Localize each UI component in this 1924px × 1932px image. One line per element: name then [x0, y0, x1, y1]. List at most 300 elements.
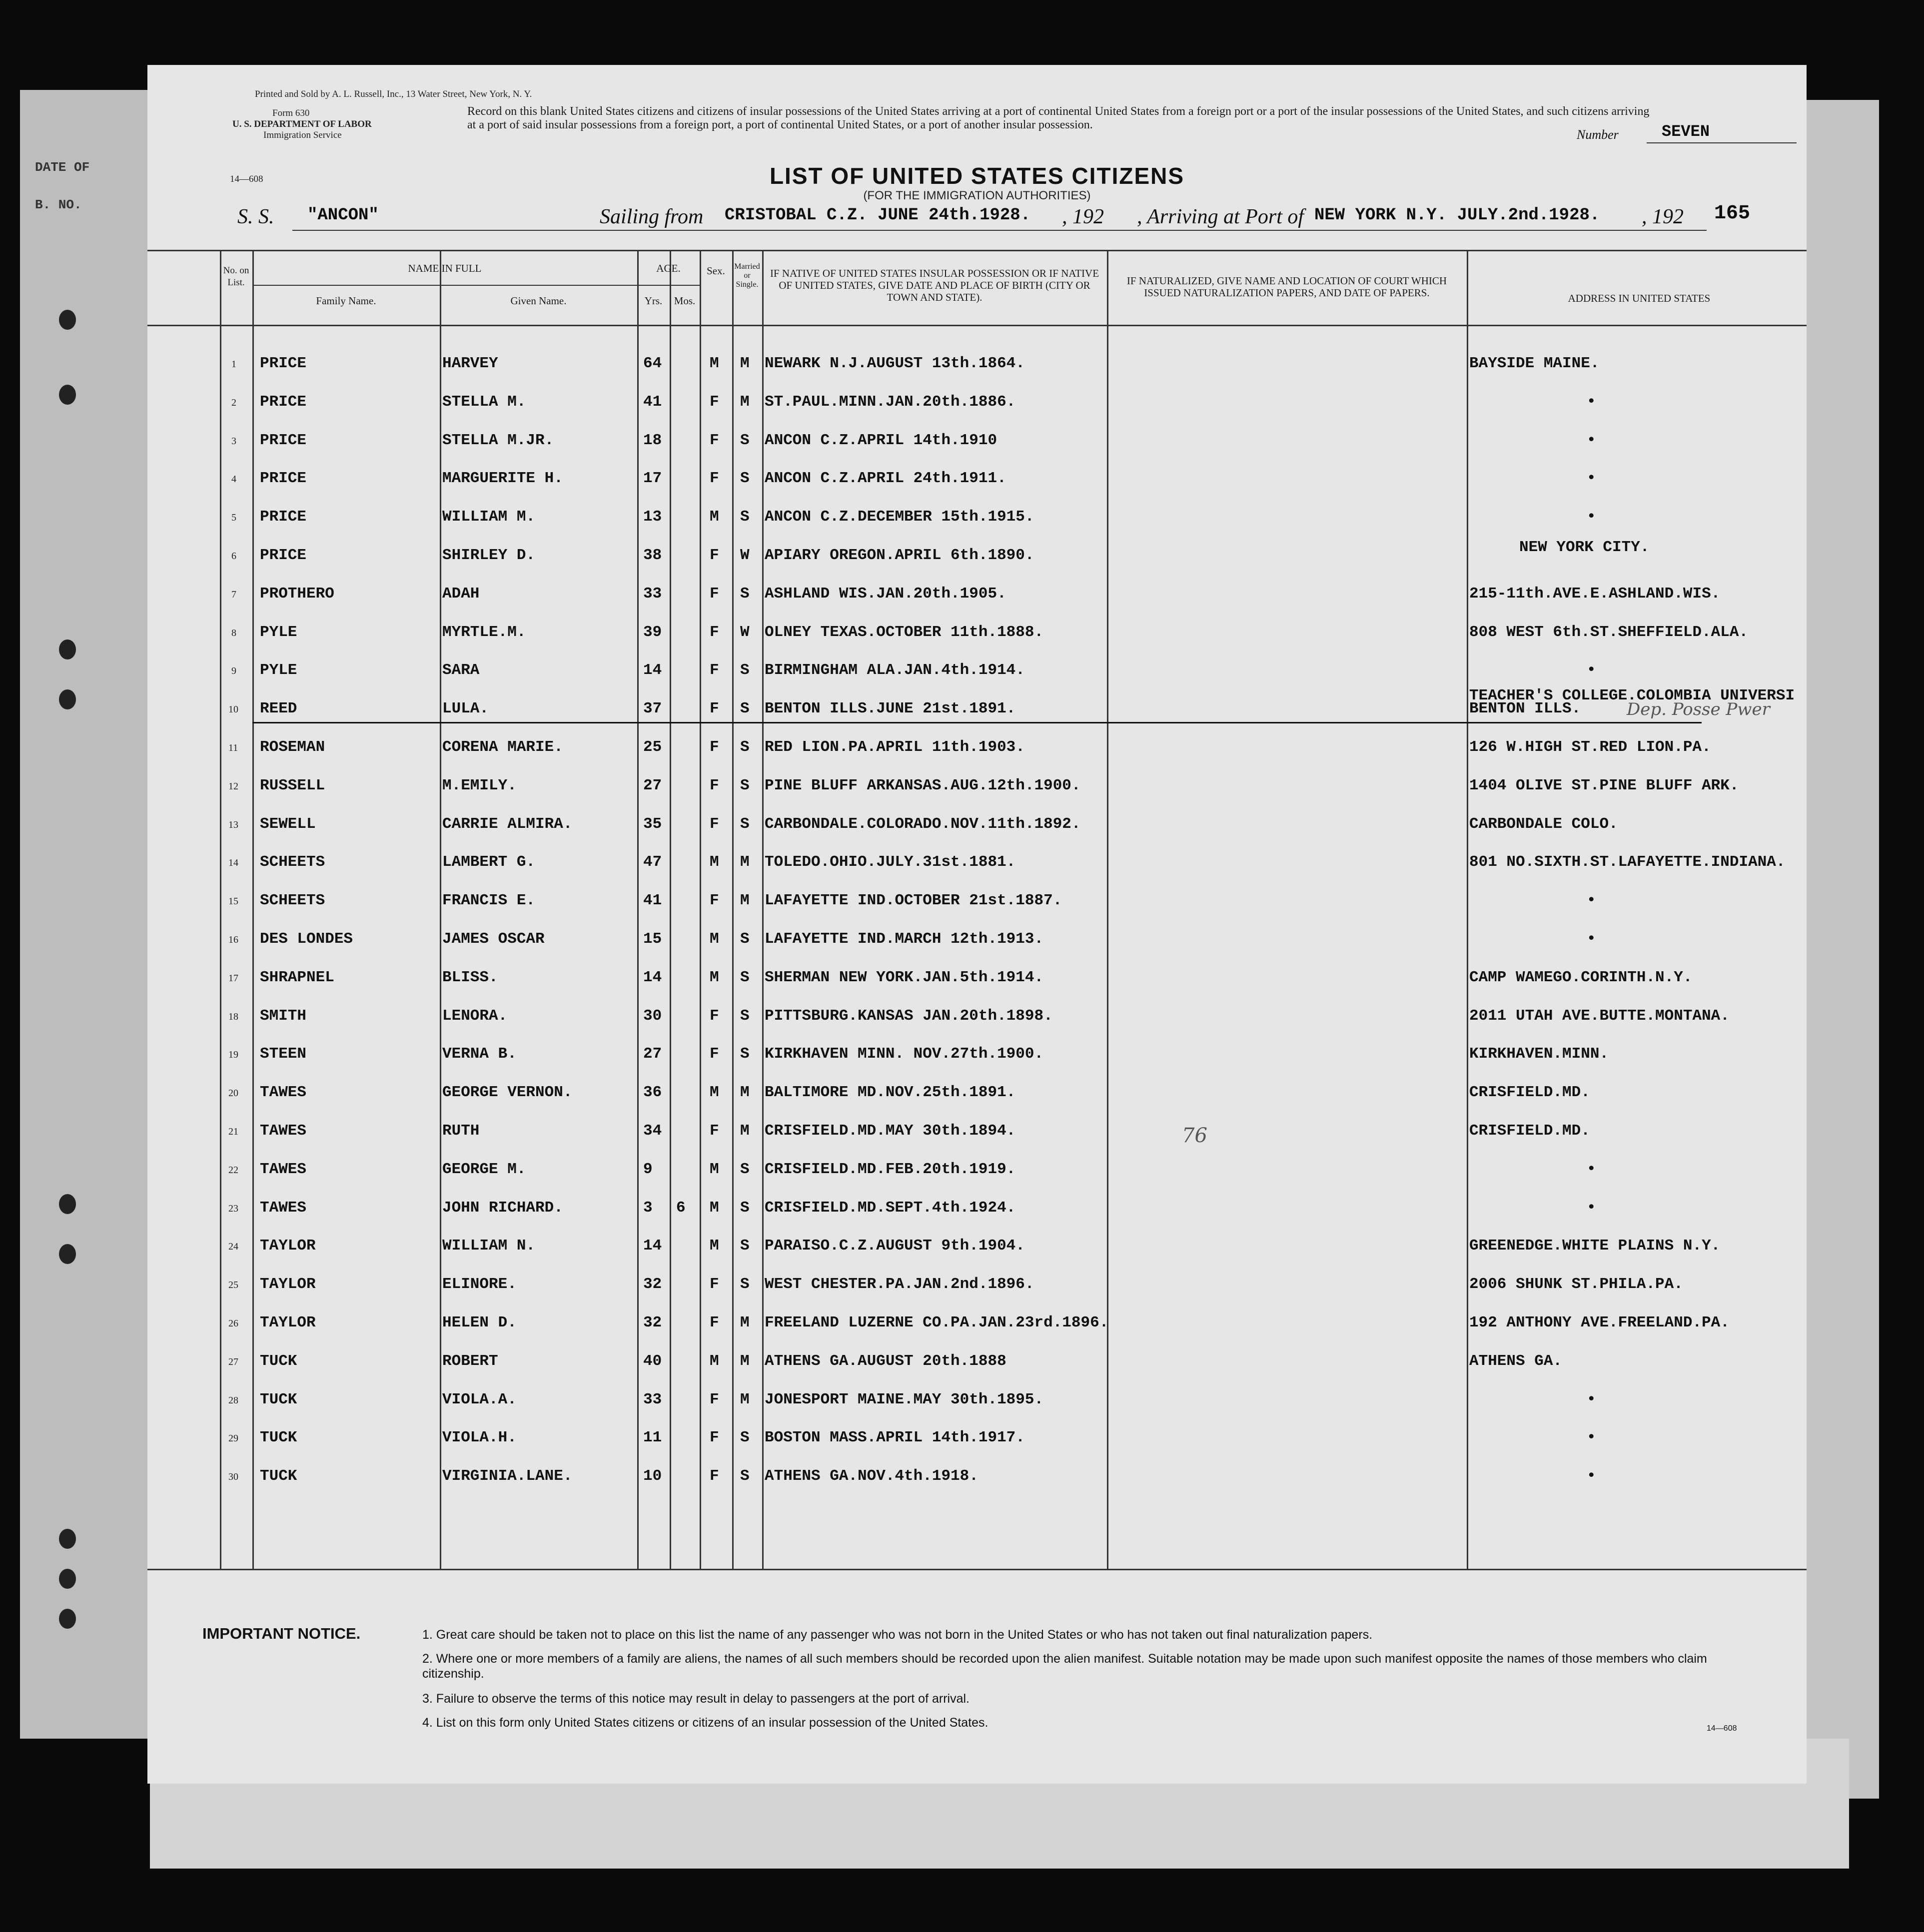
- table-row: [147, 503, 1807, 533]
- name-subheader-line: [252, 285, 637, 286]
- manifest-sheet: [147, 65, 1807, 1784]
- table-row: [147, 772, 1807, 802]
- notice-item-1: 1. Great care should be taken not to place on this list the name of any passenger who was not born in the United States or who has not taken out final naturalization papers.: [422, 1628, 1373, 1642]
- address: BENTON ILLS.: [1469, 700, 1581, 718]
- line-number: 23: [228, 1203, 238, 1214]
- line-number: 11: [228, 742, 238, 753]
- age-years: 35: [643, 815, 662, 833]
- family-name: REED: [260, 700, 297, 718]
- address: KIRKHAVEN.MINN.: [1469, 1045, 1609, 1063]
- table-row: [147, 656, 1807, 686]
- given-name: MARGUERITE H.: [442, 470, 563, 488]
- side-tag-number: B. NO.: [35, 197, 82, 212]
- age-years: 64: [643, 355, 662, 372]
- family-name: PRICE: [260, 355, 307, 372]
- birth-place-date: FREELAND LUZERNE CO.PA.JAN.23rd.1896.: [765, 1314, 1109, 1331]
- ship-name: "ANCON": [307, 206, 379, 225]
- marital-status: S: [740, 776, 750, 794]
- address: CAMP WAMEGO.CORINTH.N.Y.: [1469, 968, 1693, 986]
- form-number: Form 630: [272, 108, 310, 118]
- birth-place-date: CRISFIELD.MD.SEPT.4th.1924.: [765, 1199, 1016, 1217]
- marital-status: S: [740, 661, 750, 679]
- ss-label: S. S.: [237, 205, 274, 228]
- line-number: 29: [228, 1433, 238, 1444]
- birth-place-date: LAFAYETTE IND.MARCH 12th.1913.: [765, 930, 1044, 948]
- age-years: 10: [643, 1467, 662, 1485]
- birth-place-date: ATHENS GA.NOV.4th.1918.: [765, 1467, 978, 1485]
- given-name: VIOLA.H.: [442, 1429, 517, 1447]
- line-number: 10: [228, 704, 238, 715]
- marital-status: S: [740, 1160, 750, 1178]
- binder-hole: [59, 310, 76, 330]
- table-row: [147, 427, 1807, 457]
- side-tag-date: DATE OF: [35, 160, 90, 175]
- address: •: [1587, 1390, 1596, 1408]
- col-birth: IF NATIVE OF UNITED STATES INSULAR POSSESSION OR IF NATIVE OF UNITED STATES, GIVE DATE AND PLACE OF BIRTH (CITY OR TOWN AND STATE).: [770, 267, 1099, 303]
- table-row: [147, 619, 1807, 648]
- line-number: 2: [231, 397, 236, 408]
- table-row: [147, 925, 1807, 955]
- marital-status: W: [740, 623, 750, 641]
- sex: F: [710, 776, 719, 794]
- birth-place-date: LAFAYETTE IND.OCTOBER 21st.1887.: [765, 892, 1062, 910]
- birth-place-date: APIARY OREGON.APRIL 6th.1890.: [765, 547, 1034, 564]
- family-name: ROSEMAN: [260, 738, 325, 756]
- marital-status: S: [740, 1007, 750, 1025]
- family-name: PROTHERO: [260, 585, 334, 603]
- address: •: [1587, 431, 1596, 449]
- given-name: ELINORE.: [442, 1276, 517, 1293]
- marital-status: M: [740, 1122, 750, 1140]
- sex: M: [710, 968, 719, 986]
- line-number: 16: [228, 934, 238, 945]
- marital-status: S: [740, 738, 750, 756]
- family-name: TUCK: [260, 1352, 297, 1370]
- family-name: PRICE: [260, 508, 307, 526]
- notice-heading: IMPORTANT NOTICE.: [202, 1625, 361, 1642]
- line-number: 12: [228, 780, 238, 792]
- page-number: 165: [1714, 202, 1751, 225]
- birth-place-date: WEST CHESTER.PA.JAN.2nd.1896.: [765, 1276, 1034, 1293]
- age-years: 9: [643, 1160, 653, 1178]
- age-years: 30: [643, 1007, 662, 1025]
- year-label-2: , 192: [1642, 205, 1684, 228]
- given-name: STELLA M.: [442, 393, 526, 411]
- marital-status: M: [740, 1390, 750, 1408]
- form-instructions: Record on this blank United States citizens and citizens of insular possessions of the United States arriving at a port of continental United States from a foreign port or a port of the insular possessions of the United States, and such citizens arriving at a port of said insular possessions from a foreign port, a port of continental United States, or a port of another insular possession.: [467, 105, 1650, 131]
- birth-place-date: PARAISO.C.Z.AUGUST 9th.1904.: [765, 1237, 1025, 1255]
- col-naturalized: IF NATURALIZED, GIVE NAME AND LOCATION OF COURT WHICH ISSUED NATURALIZATION PAPERS, AND DATE OF PAPERS.: [1126, 275, 1447, 299]
- marital-status: S: [740, 508, 750, 526]
- table-row: [147, 848, 1807, 878]
- age-years: 34: [643, 1122, 662, 1140]
- birth-place-date: KIRKHAVEN MINN. NOV.27th.1900.: [765, 1045, 1044, 1063]
- sailing-value: CRISTOBAL C.Z. JUNE 24th.1928.: [725, 206, 1031, 225]
- age-years: 47: [643, 853, 662, 871]
- marital-status: S: [740, 1199, 750, 1217]
- age-months: 6: [676, 1199, 686, 1217]
- birth-place-date: CRISFIELD.MD.FEB.20th.1919.: [765, 1160, 1016, 1178]
- col-age: AGE.: [656, 262, 681, 274]
- line-number: 18: [228, 1011, 238, 1022]
- sex: F: [710, 1045, 719, 1063]
- address: •: [1587, 470, 1596, 488]
- given-name: LAMBERT G.: [442, 853, 536, 871]
- table-row: [147, 887, 1807, 917]
- family-name: TAYLOR: [260, 1276, 316, 1293]
- family-name: DES LONDES: [260, 930, 353, 948]
- birth-place-date: ANCON C.Z.DECEMBER 15th.1915.: [765, 508, 1034, 526]
- marital-status: S: [740, 968, 750, 986]
- address: •: [1587, 1467, 1596, 1485]
- ship-underline: [292, 230, 1707, 231]
- family-name: TAYLOR: [260, 1237, 316, 1255]
- sex: F: [710, 815, 719, 833]
- birth-place-date: CARBONDALE.COLORADO.NOV.11th.1892.: [765, 815, 1081, 833]
- address: 801 NO.SIXTH.ST.LAFAYETTE.INDIANA.: [1469, 853, 1786, 871]
- page-title: LIST OF UNITED STATES CITIZENS: [769, 163, 1185, 189]
- birth-place-date: RED LION.PA.APRIL 11th.1903.: [765, 738, 1025, 756]
- address: 126 W.HIGH ST.RED LION.PA.: [1469, 738, 1711, 756]
- given-name: VIOLA.A.: [442, 1390, 517, 1408]
- table-row: [147, 1386, 1807, 1416]
- table-row: [147, 1347, 1807, 1377]
- binder-hole: [59, 1529, 76, 1549]
- address: NEW YORK CITY.: [1519, 539, 1650, 556]
- birth-place-date: PINE BLUFF ARKANSAS.AUG.12th.1900.: [765, 776, 1081, 794]
- col-sex: Sex.: [707, 265, 725, 277]
- col-no: No. on List.: [223, 265, 249, 288]
- sailing-label: Sailing from: [600, 205, 704, 228]
- family-name: TAYLOR: [260, 1314, 316, 1331]
- marital-status: S: [740, 431, 750, 449]
- table-row: [147, 1117, 1807, 1147]
- marital-status: S: [740, 815, 750, 833]
- sex: F: [710, 661, 719, 679]
- age-years: 14: [643, 661, 662, 679]
- given-name: M.EMILY.: [442, 776, 517, 794]
- address: •: [1587, 393, 1596, 411]
- given-name: LULA.: [442, 700, 489, 718]
- table-row: [147, 964, 1807, 994]
- birth-place-date: TOLEDO.OHIO.JULY.31st.1881.: [765, 853, 1016, 871]
- given-name: HARVEY: [442, 355, 498, 372]
- table-row: [147, 1232, 1807, 1262]
- address: 192 ANTHONY AVE.FREELAND.PA.: [1469, 1314, 1730, 1331]
- marital-status: S: [740, 1045, 750, 1063]
- address: 2011 UTAH AVE.BUTTE.MONTANA.: [1469, 1007, 1730, 1025]
- sex: M: [710, 1160, 719, 1178]
- sex: F: [710, 623, 719, 641]
- number-value: SEVEN: [1662, 122, 1710, 141]
- age-years: 27: [643, 1045, 662, 1063]
- marital-status: M: [740, 355, 750, 372]
- arriving-label: , Arriving at Port of: [1137, 205, 1304, 228]
- sex: F: [710, 1390, 719, 1408]
- given-name: GEORGE VERNON.: [442, 1084, 573, 1102]
- given-name: RUTH: [442, 1122, 480, 1140]
- address-extra-line: TEACHER'S COLLEGE.COLOMBIA UNIVERSI: [1469, 687, 1795, 704]
- birth-place-date: BALTIMORE MD.NOV.25th.1891.: [765, 1084, 1016, 1102]
- given-name: JAMES OSCAR: [442, 930, 545, 948]
- birth-place-date: BENTON ILLS.JUNE 21st.1891.: [765, 700, 1016, 718]
- sex: M: [710, 1084, 719, 1102]
- line-number: 13: [228, 819, 238, 830]
- line-number: 4: [231, 474, 236, 485]
- given-name: VIRGINIA.LANE.: [442, 1467, 573, 1485]
- given-name: GEORGE M.: [442, 1160, 526, 1178]
- family-name: TAWES: [260, 1160, 307, 1178]
- family-name: TAWES: [260, 1084, 307, 1102]
- given-name: WILLIAM N.: [442, 1237, 536, 1255]
- given-name: BLISS.: [442, 968, 498, 986]
- address: ATHENS GA.: [1469, 1352, 1563, 1370]
- family-name: SCHEETS: [260, 892, 325, 910]
- binder-hole: [59, 640, 76, 659]
- line-number: 5: [231, 512, 236, 524]
- sex: M: [710, 508, 719, 526]
- age-years: 41: [643, 892, 662, 910]
- marital-status: S: [740, 930, 750, 948]
- sex: F: [710, 1429, 719, 1447]
- age-years: 40: [643, 1352, 662, 1370]
- binder-hole: [59, 1569, 76, 1589]
- address: BAYSIDE MAINE.: [1469, 355, 1600, 372]
- address: 2006 SHUNK ST.PHILA.PA.: [1469, 1276, 1683, 1293]
- binder-hole: [59, 385, 76, 405]
- notice-item-4: 4. List on this form only United States citizens or citizens of an insular possession of the United States.: [422, 1716, 988, 1730]
- line-number: 19: [228, 1049, 238, 1061]
- age-years: 15: [643, 930, 662, 948]
- age-years: 17: [643, 470, 662, 488]
- col-mos: Mos.: [674, 295, 696, 307]
- marital-status: M: [740, 1314, 750, 1331]
- family-name: TAWES: [260, 1199, 307, 1217]
- sex: M: [710, 930, 719, 948]
- sex: F: [710, 1467, 719, 1485]
- birth-place-date: ANCON C.Z.APRIL 24th.1911.: [765, 470, 1006, 488]
- age-years: 38: [643, 547, 662, 564]
- marital-status: S: [740, 700, 750, 718]
- binder-hole: [59, 1609, 76, 1629]
- arriving-value: NEW YORK N.Y. JULY.2nd.1928.: [1314, 206, 1600, 225]
- sex: M: [710, 1352, 719, 1370]
- sex: F: [710, 738, 719, 756]
- age-years: 33: [643, 1390, 662, 1408]
- table-row: [147, 1040, 1807, 1070]
- address: •: [1587, 1429, 1596, 1447]
- number-label: Number: [1577, 127, 1619, 142]
- table-row: [147, 350, 1807, 380]
- col-given-name: Given Name.: [510, 295, 567, 307]
- age-years: 14: [643, 1237, 662, 1255]
- strike-through-row-10: [252, 722, 1702, 723]
- table-row: [147, 1194, 1807, 1224]
- address: •: [1587, 1160, 1596, 1178]
- line-number: 1: [231, 359, 236, 370]
- age-years: 32: [643, 1276, 662, 1293]
- family-name: SHRAPNEL: [260, 968, 334, 986]
- table-row: [147, 810, 1807, 840]
- table-row: [147, 1002, 1807, 1032]
- family-name: PRICE: [260, 393, 307, 411]
- address: 808 WEST 6th.ST.SHEFFIELD.ALA.: [1469, 623, 1749, 641]
- notice-item-2: 2. Where one or more members of a family are aliens, the names of all such members should be recorded upon the alien manifest. Suitable notation may be made upon such manifest opposite the names of those members who claim citizenship.: [422, 1652, 1707, 1681]
- family-name: PYLE: [260, 661, 297, 679]
- number-underline: [1647, 142, 1797, 143]
- page-subtitle: (FOR THE IMMIGRATION AUTHORITIES): [863, 189, 1091, 202]
- sex: F: [710, 431, 719, 449]
- line-number: 22: [228, 1164, 238, 1176]
- col-yrs: Yrs.: [644, 295, 663, 307]
- address: GREENEDGE.WHITE PLAINS N.Y.: [1469, 1237, 1721, 1255]
- marital-status: M: [740, 1084, 750, 1102]
- age-years: 36: [643, 1084, 662, 1102]
- address: •: [1587, 661, 1596, 679]
- sex: M: [710, 1199, 719, 1217]
- line-number: 24: [228, 1241, 238, 1253]
- table-row: [147, 388, 1807, 418]
- given-name: SHIRLEY D.: [442, 547, 536, 564]
- col-name-in-full: NAME IN FULL: [408, 262, 482, 274]
- marital-status: S: [740, 1429, 750, 1447]
- given-name: MYRTLE.M.: [442, 623, 526, 641]
- family-name: STEEN: [260, 1045, 307, 1063]
- sex: F: [710, 1122, 719, 1140]
- family-name: SMITH: [260, 1007, 307, 1025]
- birth-place-date: ST.PAUL.MINN.JAN.20th.1886.: [765, 393, 1016, 411]
- age-subheader-line: [637, 285, 700, 286]
- table-row: [147, 1462, 1807, 1492]
- birth-place-date: SHERMAN NEW YORK.JAN.5th.1914.: [765, 968, 1044, 986]
- notice-code: 14—608: [1707, 1724, 1737, 1733]
- table-bottom-border: [147, 1569, 1807, 1570]
- notice-item-3: 3. Failure to observe the terms of this notice may result in delay to passengers at the port of arrival.: [422, 1692, 969, 1706]
- given-name: HELEN D.: [442, 1314, 517, 1331]
- binder-hole: [59, 1244, 76, 1264]
- given-name: ROBERT: [442, 1352, 498, 1370]
- marital-status: S: [740, 1467, 750, 1485]
- form-code: 14—608: [230, 174, 263, 184]
- given-name: ADAH: [442, 585, 480, 603]
- line-number: 20: [228, 1088, 238, 1099]
- binder-hole: [59, 1194, 76, 1214]
- birth-place-date: PITTSBURG.KANSAS JAN.20th.1898.: [765, 1007, 1053, 1025]
- marital-status: W: [740, 547, 750, 564]
- birth-place-date: ANCON C.Z.APRIL 14th.1910: [765, 431, 997, 449]
- address: •: [1587, 892, 1596, 910]
- family-name: PRICE: [260, 547, 307, 564]
- age-years: 3: [643, 1199, 653, 1217]
- age-years: 37: [643, 700, 662, 718]
- address: 1404 OLIVE ST.PINE BLUFF ARK.: [1469, 776, 1739, 794]
- age-years: 11: [643, 1429, 662, 1447]
- age-years: 41: [643, 393, 662, 411]
- table-row: [147, 580, 1807, 610]
- marital-status: M: [740, 1352, 750, 1370]
- birth-place-date: JONESPORT MAINE.MAY 30th.1895.: [765, 1390, 1044, 1408]
- age-years: 32: [643, 1314, 662, 1331]
- address: CRISFIELD.MD.: [1469, 1084, 1590, 1102]
- table-row: [147, 1424, 1807, 1454]
- line-number: 3: [231, 435, 236, 447]
- age-years: 13: [643, 508, 662, 526]
- table-row: [147, 1156, 1807, 1186]
- col-address: ADDRESS IN UNITED STATES: [1568, 292, 1711, 304]
- marital-status: S: [740, 1276, 750, 1293]
- sex: F: [710, 892, 719, 910]
- line-number: 7: [231, 589, 236, 600]
- age-years: 39: [643, 623, 662, 641]
- sex: F: [710, 700, 719, 718]
- service: Immigration Service: [263, 130, 342, 140]
- birth-place-date: ASHLAND WIS.JAN.20th.1905.: [765, 585, 1006, 603]
- marital-status: M: [740, 853, 750, 871]
- address: •: [1587, 508, 1596, 526]
- col-family-name: Family Name.: [316, 295, 376, 307]
- family-name: PRICE: [260, 470, 307, 488]
- age-years: 14: [643, 968, 662, 986]
- table-row: [147, 539, 1807, 572]
- line-number: 9: [231, 665, 236, 677]
- line-number: 14: [228, 857, 238, 869]
- birth-place-date: CRISFIELD.MD.MAY 30th.1894.: [765, 1122, 1016, 1140]
- line-number: 17: [228, 972, 238, 984]
- address: CRISFIELD.MD.: [1469, 1122, 1590, 1140]
- given-name: CARRIE ALMIRA.: [442, 815, 573, 833]
- birth-place-date: BIRMINGHAM ALA.JAN.4th.1914.: [765, 661, 1025, 679]
- table-header-border: [147, 325, 1807, 326]
- sex: F: [710, 1276, 719, 1293]
- sex: M: [710, 355, 719, 372]
- line-number: 27: [228, 1356, 238, 1367]
- line-number: 8: [231, 627, 236, 639]
- sex: F: [710, 1314, 719, 1331]
- table-row: [147, 1309, 1807, 1339]
- family-name: PYLE: [260, 623, 297, 641]
- birth-place-date: BOSTON MASS.APRIL 14th.1917.: [765, 1429, 1025, 1447]
- sex: F: [710, 1007, 719, 1025]
- given-name: WILLIAM M.: [442, 508, 536, 526]
- given-name: CORENA MARIE.: [442, 738, 563, 756]
- age-years: 27: [643, 776, 662, 794]
- sex: M: [710, 1237, 719, 1255]
- given-name: SARA: [442, 661, 480, 679]
- birth-place-date: ATHENS GA.AUGUST 20th.1888: [765, 1352, 1006, 1370]
- line-number: 26: [228, 1318, 238, 1329]
- given-name: STELLA M.JR.: [442, 431, 554, 449]
- marital-status: M: [740, 393, 750, 411]
- address: CARBONDALE COLO.: [1469, 815, 1618, 833]
- line-number: 6: [231, 551, 236, 562]
- line-number: 15: [228, 896, 238, 907]
- year-label-1: , 192: [1062, 205, 1104, 228]
- department: U. S. DEPARTMENT OF LABOR: [232, 119, 372, 129]
- given-name: LENORA.: [442, 1007, 508, 1025]
- col-married-single: Married or Single.: [734, 262, 760, 289]
- address: •: [1587, 1199, 1596, 1217]
- line-number: 21: [228, 1126, 238, 1137]
- family-name: TUCK: [260, 1429, 297, 1447]
- handwritten-note-row-10: Dep. Posse Pwer: [1627, 699, 1770, 719]
- family-name: TAWES: [260, 1122, 307, 1140]
- given-name: VERNA B.: [442, 1045, 517, 1063]
- line-number: 28: [228, 1394, 238, 1406]
- marital-status: S: [740, 470, 750, 488]
- birth-place-date: NEWARK N.J.AUGUST 13th.1864.: [765, 355, 1025, 372]
- sex: F: [710, 470, 719, 488]
- family-name: SCHEETS: [260, 853, 325, 871]
